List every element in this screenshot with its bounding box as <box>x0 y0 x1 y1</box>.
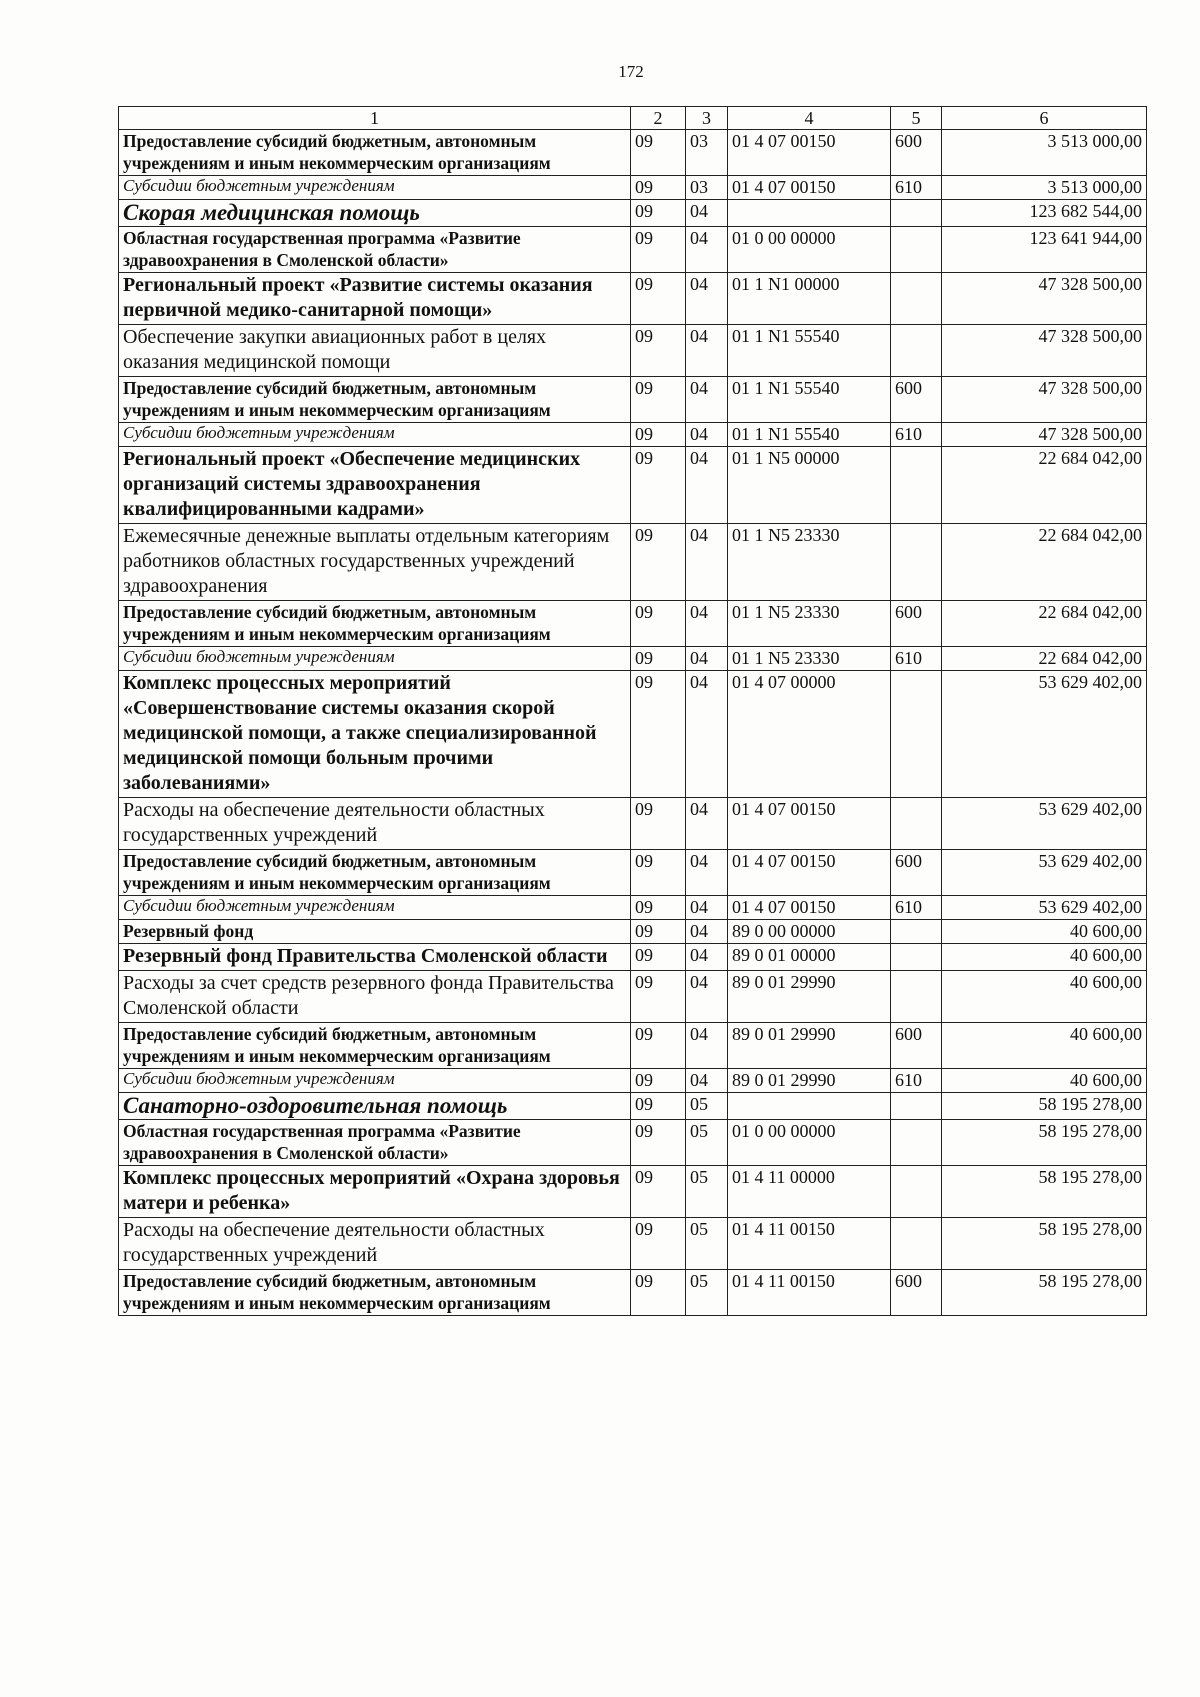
section-code-cell: 09 <box>631 971 686 1023</box>
target-code-cell: 01 1 N1 55540 <box>728 423 891 447</box>
expense-type-cell <box>891 200 942 227</box>
expense-type-cell <box>891 273 942 325</box>
subsection-code-cell: 04 <box>686 896 728 920</box>
target-code-cell: 01 4 07 00150 <box>728 176 891 200</box>
amount-cell: 58 195 278,00 <box>942 1093 1147 1120</box>
section-code-cell: 09 <box>631 1218 686 1270</box>
subsection-code-cell: 04 <box>686 524 728 601</box>
target-code-cell: 89 0 01 29990 <box>728 1023 891 1069</box>
section-code-cell: 09 <box>631 524 686 601</box>
amount-cell: 58 195 278,00 <box>942 1166 1147 1218</box>
table-row <box>119 944 1147 971</box>
table-row <box>119 200 1147 227</box>
row-name-cell: Региональный проект «Развитие системы оказания первичной медико-санитарной помощи» <box>119 273 631 325</box>
target-code-cell: 01 0 00 00000 <box>728 227 891 273</box>
section-code-cell: 09 <box>631 227 686 273</box>
target-code-cell: 89 0 01 29990 <box>728 971 891 1023</box>
table-row <box>119 325 1147 377</box>
table-row <box>119 227 1147 273</box>
table-row <box>119 377 1147 423</box>
section-code-cell: 09 <box>631 130 686 176</box>
amount-cell: 47 328 500,00 <box>942 423 1147 447</box>
subsection-code-cell: 04 <box>686 920 728 944</box>
expense-type-cell: 600 <box>891 850 942 896</box>
table-row <box>119 130 1147 176</box>
table-row <box>119 896 1147 920</box>
expense-type-cell <box>891 1218 942 1270</box>
row-name-cell: Региональный проект «Обеспечение медицинских организаций системы здравоохранения квалифицированными кадрами» <box>119 447 631 524</box>
table-row <box>119 798 1147 850</box>
target-code-cell: 01 4 07 00150 <box>728 896 891 920</box>
amount-cell: 58 195 278,00 <box>942 1270 1147 1316</box>
section-code-cell: 09 <box>631 671 686 798</box>
section-code-cell: 09 <box>631 423 686 447</box>
expense-type-cell <box>891 671 942 798</box>
expense-type-cell <box>891 798 942 850</box>
budget-table <box>118 106 1147 1316</box>
amount-cell: 53 629 402,00 <box>942 671 1147 798</box>
row-name-cell: Предоставление субсидий бюджетным, автономным учреждениям и иным некоммерческим организациям <box>119 1270 631 1316</box>
subsection-code-cell: 04 <box>686 325 728 377</box>
expense-type-cell <box>891 325 942 377</box>
expense-type-cell <box>891 1120 942 1166</box>
table-row <box>119 1166 1147 1218</box>
column-header: 2 <box>631 107 686 130</box>
amount-cell: 22 684 042,00 <box>942 647 1147 671</box>
table-row <box>119 920 1147 944</box>
subsection-code-cell: 04 <box>686 227 728 273</box>
row-name-cell: Предоставление субсидий бюджетным, автономным учреждениям и иным некоммерческим организациям <box>119 1023 631 1069</box>
column-header: 5 <box>891 107 942 130</box>
target-code-cell: 01 4 07 00150 <box>728 850 891 896</box>
target-code-cell: 01 1 N1 55540 <box>728 377 891 423</box>
amount-cell: 22 684 042,00 <box>942 447 1147 524</box>
subsection-code-cell: 04 <box>686 944 728 971</box>
target-code-cell: 01 4 07 00150 <box>728 130 891 176</box>
target-code-cell: 89 0 01 00000 <box>728 944 891 971</box>
subsection-code-cell: 04 <box>686 971 728 1023</box>
subsection-code-cell: 04 <box>686 671 728 798</box>
section-code-cell: 09 <box>631 1093 686 1120</box>
subsection-code-cell: 05 <box>686 1120 728 1166</box>
subsection-code-cell: 04 <box>686 850 728 896</box>
row-name-cell: Резервный фонд <box>119 920 631 944</box>
amount-cell: 123 682 544,00 <box>942 200 1147 227</box>
section-code-cell: 09 <box>631 1023 686 1069</box>
expense-type-cell: 600 <box>891 130 942 176</box>
section-code-cell: 09 <box>631 273 686 325</box>
target-code-cell: 01 1 N5 23330 <box>728 601 891 647</box>
target-code-cell: 01 4 11 00000 <box>728 1166 891 1218</box>
amount-cell: 123 641 944,00 <box>942 227 1147 273</box>
row-name-cell: Расходы на обеспечение деятельности областных государственных учреждений <box>119 798 631 850</box>
row-name-cell: Ежемесячные денежные выплаты отдельным категориям работников областных государственных учреждений здравоохранения <box>119 524 631 601</box>
section-code-cell: 09 <box>631 601 686 647</box>
expense-type-cell: 600 <box>891 1023 942 1069</box>
expense-type-cell: 610 <box>891 1069 942 1093</box>
row-name-cell: Предоставление субсидий бюджетным, автономным учреждениям и иным некоммерческим организациям <box>119 377 631 423</box>
row-name-cell: Субсидии бюджетным учреждениям <box>119 896 631 920</box>
expense-type-cell <box>891 944 942 971</box>
amount-cell: 40 600,00 <box>942 1023 1147 1069</box>
subsection-code-cell: 04 <box>686 1069 728 1093</box>
section-code-cell: 09 <box>631 896 686 920</box>
amount-cell: 22 684 042,00 <box>942 524 1147 601</box>
column-header: 3 <box>686 107 728 130</box>
amount-cell: 40 600,00 <box>942 971 1147 1023</box>
amount-cell: 40 600,00 <box>942 920 1147 944</box>
target-code-cell: 01 4 11 00150 <box>728 1270 891 1316</box>
subsection-code-cell: 03 <box>686 130 728 176</box>
target-code-cell: 01 1 N5 23330 <box>728 647 891 671</box>
expense-type-cell <box>891 1093 942 1120</box>
section-code-cell: 09 <box>631 1069 686 1093</box>
table-row <box>119 601 1147 647</box>
subsection-code-cell: 05 <box>686 1093 728 1120</box>
row-name-cell: Обеспечение закупки авиационных работ в целях оказания медицинской помощи <box>119 325 631 377</box>
expense-type-cell: 610 <box>891 896 942 920</box>
row-name-cell: Комплекс процессных мероприятий «Совершенствование системы оказания скорой медицинской помощи, а также специализированной медицинской помощи больным прочими заболеваниями» <box>119 671 631 798</box>
amount-cell: 3 513 000,00 <box>942 130 1147 176</box>
table-row <box>119 971 1147 1023</box>
page-number: 172 <box>618 62 644 81</box>
amount-cell: 53 629 402,00 <box>942 798 1147 850</box>
table-row <box>119 1023 1147 1069</box>
section-code-cell: 09 <box>631 798 686 850</box>
section-code-cell: 09 <box>631 377 686 423</box>
amount-cell: 40 600,00 <box>942 1069 1147 1093</box>
target-code-cell: 89 0 01 29990 <box>728 1069 891 1093</box>
row-name-cell: Санаторно-оздоровительная помощь <box>119 1093 631 1120</box>
row-name-cell: Субсидии бюджетным учреждениям <box>119 647 631 671</box>
row-name-cell: Расходы за счет средств резервного фонда Правительства Смоленской области <box>119 971 631 1023</box>
target-code-cell <box>728 200 891 227</box>
subsection-code-cell: 05 <box>686 1166 728 1218</box>
row-name-cell: Предоставление субсидий бюджетным, автономным учреждениям и иным некоммерческим организациям <box>119 850 631 896</box>
table-row <box>119 447 1147 524</box>
column-header: 4 <box>728 107 891 130</box>
target-code-cell: 01 1 N1 55540 <box>728 325 891 377</box>
amount-cell: 3 513 000,00 <box>942 176 1147 200</box>
subsection-code-cell: 04 <box>686 1023 728 1069</box>
row-name-cell: Предоставление субсидий бюджетным, автономным учреждениям и иным некоммерческим организациям <box>119 601 631 647</box>
target-code-cell: 01 1 N5 00000 <box>728 447 891 524</box>
expense-type-cell <box>891 971 942 1023</box>
column-header: 6 <box>942 107 1147 130</box>
table-row <box>119 273 1147 325</box>
target-code-cell <box>728 1093 891 1120</box>
amount-cell: 58 195 278,00 <box>942 1218 1147 1270</box>
expense-type-cell <box>891 447 942 524</box>
target-code-cell: 01 1 N5 23330 <box>728 524 891 601</box>
target-code-cell: 01 4 11 00150 <box>728 1218 891 1270</box>
subsection-code-cell: 04 <box>686 200 728 227</box>
amount-cell: 22 684 042,00 <box>942 601 1147 647</box>
row-name-cell: Резервный фонд Правительства Смоленской области <box>119 944 631 971</box>
section-code-cell: 09 <box>631 850 686 896</box>
amount-cell: 58 195 278,00 <box>942 1120 1147 1166</box>
row-name-cell: Предоставление субсидий бюджетным, автономным учреждениям и иным некоммерческим организациям <box>119 130 631 176</box>
table-row <box>119 1270 1147 1316</box>
section-code-cell: 09 <box>631 325 686 377</box>
expense-type-cell <box>891 920 942 944</box>
subsection-code-cell: 05 <box>686 1270 728 1316</box>
section-code-cell: 09 <box>631 200 686 227</box>
subsection-code-cell: 03 <box>686 176 728 200</box>
target-code-cell: 01 4 07 00000 <box>728 671 891 798</box>
target-code-cell: 01 1 N1 00000 <box>728 273 891 325</box>
target-code-cell: 01 4 07 00150 <box>728 798 891 850</box>
row-name-cell: Расходы на обеспечение деятельности областных государственных учреждений <box>119 1218 631 1270</box>
table-header <box>119 107 1147 130</box>
amount-cell: 47 328 500,00 <box>942 273 1147 325</box>
subsection-code-cell: 05 <box>686 1218 728 1270</box>
table-row <box>119 1218 1147 1270</box>
table-row <box>119 850 1147 896</box>
section-code-cell: 09 <box>631 647 686 671</box>
header-row <box>119 107 1147 130</box>
section-code-cell: 09 <box>631 447 686 524</box>
section-code-cell: 09 <box>631 920 686 944</box>
subsection-code-cell: 04 <box>686 423 728 447</box>
expense-type-cell <box>891 227 942 273</box>
subsection-code-cell: 04 <box>686 273 728 325</box>
table-row <box>119 647 1147 671</box>
amount-cell: 53 629 402,00 <box>942 896 1147 920</box>
section-code-cell: 09 <box>631 944 686 971</box>
row-name-cell: Скорая медицинская помощь <box>119 200 631 227</box>
section-code-cell: 09 <box>631 176 686 200</box>
expense-type-cell: 600 <box>891 377 942 423</box>
expense-type-cell: 610 <box>891 176 942 200</box>
section-code-cell: 09 <box>631 1270 686 1316</box>
table-row <box>119 176 1147 200</box>
subsection-code-cell: 04 <box>686 447 728 524</box>
expense-type-cell <box>891 1166 942 1218</box>
target-code-cell: 01 0 00 00000 <box>728 1120 891 1166</box>
amount-cell: 47 328 500,00 <box>942 377 1147 423</box>
table-row <box>119 1093 1147 1120</box>
section-code-cell: 09 <box>631 1120 686 1166</box>
target-code-cell: 89 0 00 00000 <box>728 920 891 944</box>
table-body <box>119 130 1147 1316</box>
amount-cell: 40 600,00 <box>942 944 1147 971</box>
expense-type-cell: 600 <box>891 601 942 647</box>
subsection-code-cell: 04 <box>686 798 728 850</box>
amount-cell: 53 629 402,00 <box>942 850 1147 896</box>
table-row <box>119 1069 1147 1093</box>
expense-type-cell <box>891 524 942 601</box>
expense-type-cell: 600 <box>891 1270 942 1316</box>
row-name-cell: Областная государственная программа «Развитие здравоохранения в Смоленской области» <box>119 1120 631 1166</box>
table-row <box>119 1120 1147 1166</box>
section-code-cell: 09 <box>631 1166 686 1218</box>
row-name-cell: Областная государственная программа «Развитие здравоохранения в Смоленской области» <box>119 227 631 273</box>
expense-type-cell: 610 <box>891 423 942 447</box>
column-header: 1 <box>119 107 631 130</box>
table-row <box>119 423 1147 447</box>
row-name-cell: Комплекс процессных мероприятий «Охрана здоровья матери и ребенка» <box>119 1166 631 1218</box>
expense-type-cell: 610 <box>891 647 942 671</box>
amount-cell: 47 328 500,00 <box>942 325 1147 377</box>
table-row <box>119 671 1147 798</box>
row-name-cell: Субсидии бюджетным учреждениям <box>119 423 631 447</box>
row-name-cell: Субсидии бюджетным учреждениям <box>119 1069 631 1093</box>
subsection-code-cell: 04 <box>686 601 728 647</box>
table-row <box>119 524 1147 601</box>
row-name-cell: Субсидии бюджетным учреждениям <box>119 176 631 200</box>
subsection-code-cell: 04 <box>686 377 728 423</box>
subsection-code-cell: 04 <box>686 647 728 671</box>
